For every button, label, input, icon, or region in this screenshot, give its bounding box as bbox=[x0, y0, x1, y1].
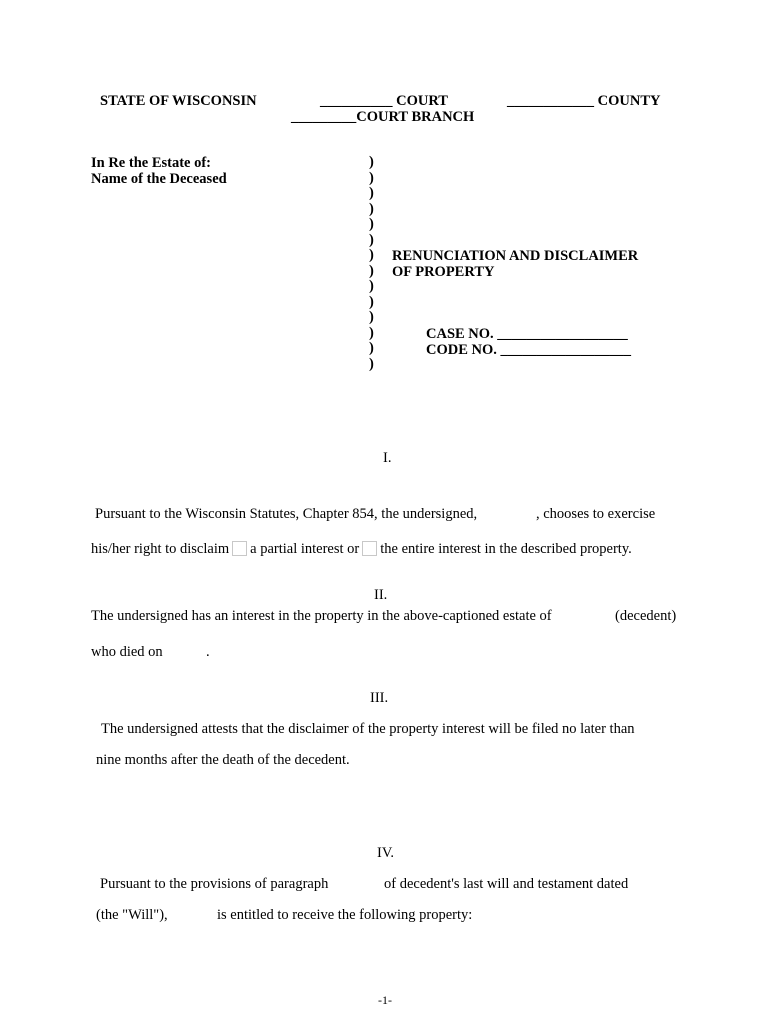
paren: ) bbox=[369, 185, 374, 201]
section-4-text: is entitled to receive the following property: bbox=[217, 907, 473, 923]
state-label: STATE OF WISCONSIN bbox=[100, 93, 257, 109]
section-4-text: (the "Will"), bbox=[96, 907, 168, 923]
deceased-name-label: Name of the Deceased bbox=[91, 171, 227, 187]
paren: ) bbox=[369, 324, 374, 341]
section-2-text: The undersigned has an interest in the property in the above-captioned estate of bbox=[91, 608, 552, 624]
page-number: -1- bbox=[378, 993, 392, 1007]
paren: ) bbox=[369, 216, 374, 232]
paren: ) bbox=[369, 247, 374, 263]
paren: ) bbox=[369, 278, 374, 294]
section-3-text: nine months after the death of the decedent. bbox=[96, 752, 350, 768]
entire-interest-checkbox[interactable] bbox=[362, 541, 377, 556]
section-heading-3: III. bbox=[370, 690, 389, 706]
section-heading-1: I. bbox=[383, 450, 392, 466]
document-title-line2: OF PROPERTY bbox=[392, 264, 495, 280]
section-1-text: Pursuant to the Wisconsin Statutes, Chapter 854, the undersigned, bbox=[95, 506, 478, 522]
section-4-text: of decedent's last will and testament dated bbox=[384, 876, 629, 892]
entire-interest-label: the entire interest in the described property. bbox=[380, 541, 632, 557]
paren: ) bbox=[369, 231, 374, 248]
section-4-text: Pursuant to the provisions of paragraph bbox=[100, 876, 329, 892]
section-heading-4: IV. bbox=[377, 845, 395, 861]
section-3-text: The undersigned attests that the disclaimer of the property interest will be filed no later than bbox=[101, 721, 635, 737]
caption-divider bbox=[369, 155, 374, 372]
paren: ) bbox=[369, 309, 374, 325]
section-2-text: who died on bbox=[91, 644, 163, 660]
paren: ) bbox=[369, 293, 374, 310]
paren: ) bbox=[369, 340, 374, 356]
paren: ) bbox=[369, 355, 374, 372]
estate-label: In Re the Estate of: bbox=[91, 155, 212, 171]
paren: ) bbox=[369, 169, 374, 186]
section-2-period: . bbox=[206, 644, 210, 660]
section-heading-2: II. bbox=[374, 587, 388, 603]
decedent-label: (decedent) bbox=[615, 608, 677, 624]
paren: ) bbox=[369, 154, 374, 170]
section-1-text: his/her right to disclaim bbox=[91, 541, 230, 557]
paren: ) bbox=[369, 262, 374, 279]
court-label: __________ COURT bbox=[320, 93, 448, 109]
partial-interest-checkbox[interactable] bbox=[232, 541, 247, 556]
partial-interest-label: a partial interest or bbox=[250, 541, 360, 557]
code-number-field: CODE NO. __________________ bbox=[426, 342, 632, 358]
court-branch-label: _________COURT BRANCH bbox=[291, 109, 475, 125]
section-1-options-line bbox=[91, 541, 632, 557]
section-1-text: , chooses to exercise bbox=[536, 506, 656, 522]
case-number-field: CASE NO. __________________ bbox=[426, 326, 628, 342]
paren: ) bbox=[369, 200, 374, 217]
document-title-line1: RENUNCIATION AND DISCLAIMER bbox=[392, 248, 639, 264]
county-label: ____________ COUNTY bbox=[507, 93, 661, 109]
